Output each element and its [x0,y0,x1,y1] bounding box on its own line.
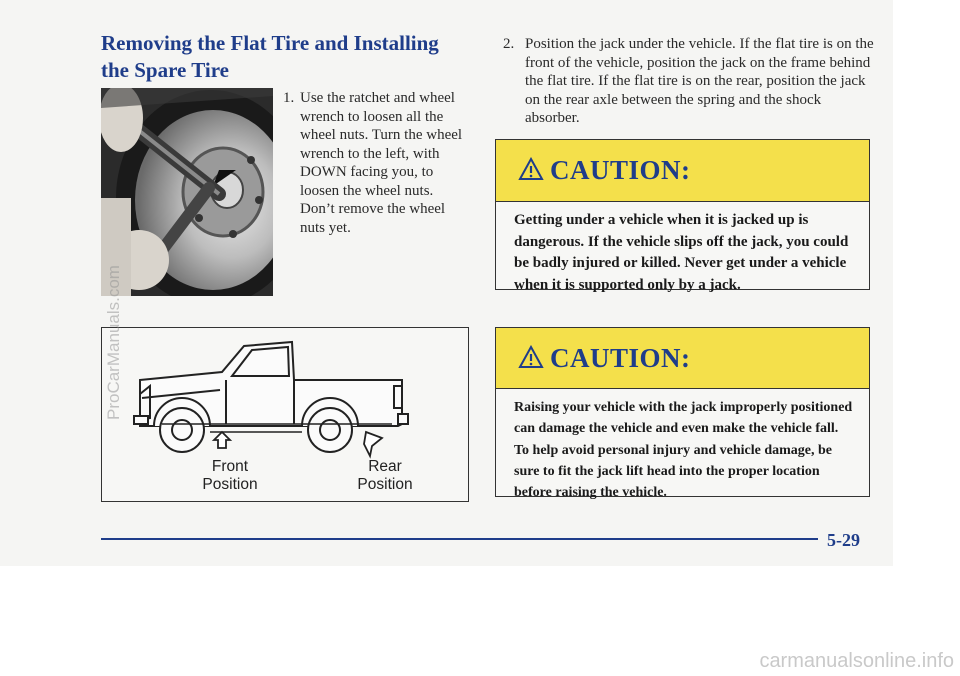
caution-text: Getting under a vehicle when it is jacked up is dangerous. If the vehicle slips off the jack, you could be badly injured or killed. Never get under a vehicle when it is supported only by a jack. [514,212,849,293]
warning-triangle-icon [518,157,544,181]
side-watermark: ProCarManuals.com [104,265,123,420]
step-text: Use the ratchet and wheel wrench to loosen all the wheel nuts. Turn the wheel wrench to the left, with DOWN facing you, to loosen the wheel nuts. Don’t remove the wheel nuts yet. [300,90,463,236]
step-number: 2. [503,36,515,52]
front-position-label: Front Position [202,458,258,493]
jack-position-diagram [101,327,469,502]
tire-wrench-photo [101,88,273,296]
caution-box [495,327,870,501]
warning-triangle-icon [518,345,544,369]
caution-box [495,139,870,293]
caution-header [496,140,869,202]
step-number: 1. [283,90,295,106]
footer-rule [101,538,818,540]
bottom-watermark: carmanualsonline.info [759,650,954,672]
section-title: Removing the Flat Tire and Installing the Spare Tire [101,31,439,82]
caution-title: CAUTION: [550,155,691,185]
caution-text: Raising your vehicle with the jack improperly positioned can damage the vehicle and even make the vehicle fall. To help avoid personal injury and vehicle damage, be sure to fit the jack lift head into the proper location before raising the vehicle. [514,400,853,501]
rear-position-label: Rear Position [357,458,413,493]
caution-header [496,328,869,389]
caution-title: CAUTION: [550,343,691,373]
step-text: Position the jack under the vehicle. If the flat tire is on the front of the vehicle, position the jack on the frame behind the flat tire. If the flat tire is on the rear, position the jack on the rear axle between the spring and the shock absorber. [525,36,874,126]
page-number: 5-29 [827,530,860,550]
